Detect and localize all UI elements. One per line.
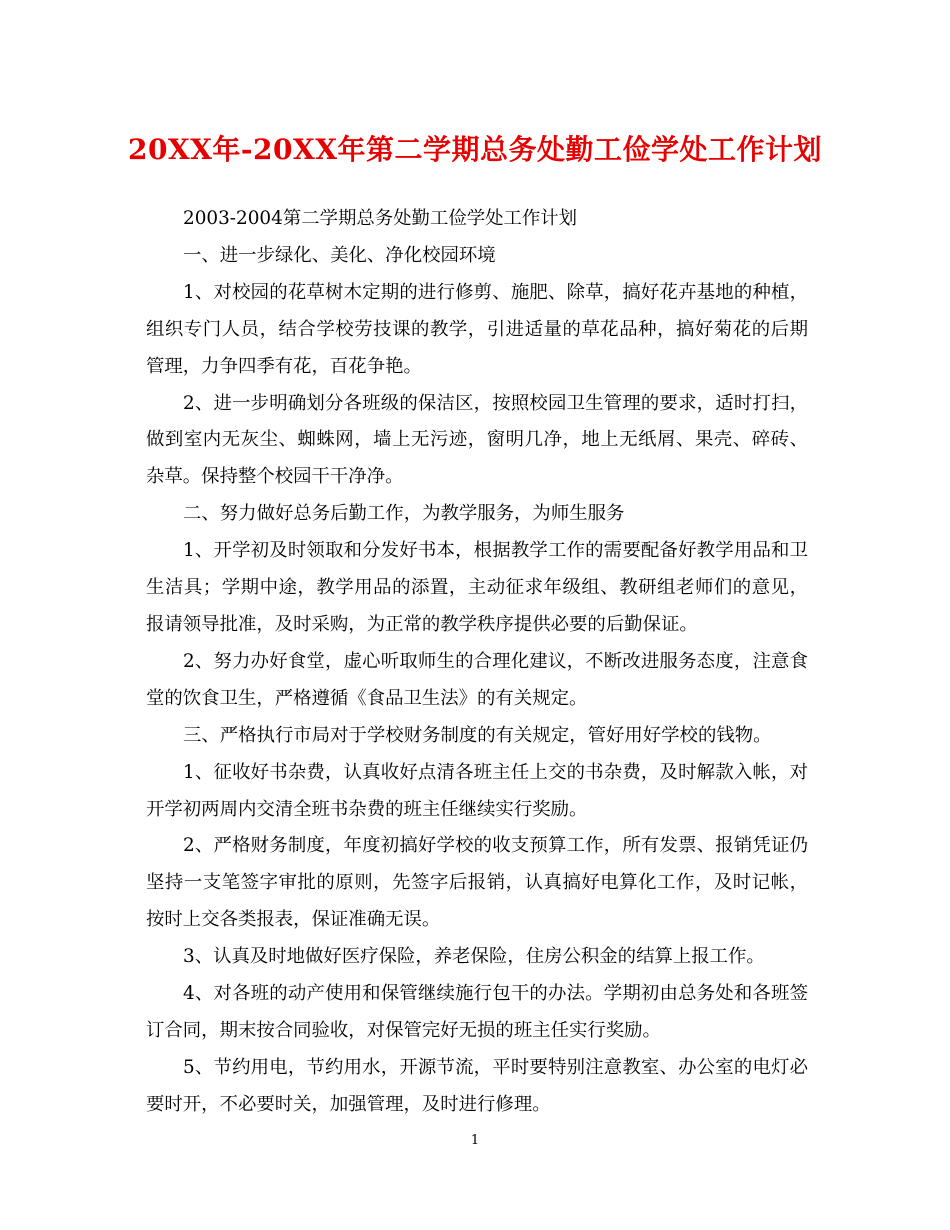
- paragraph: 1、对校园的花草树木定期的进行修剪、施肥、除草，搞好花卉基地的种植，组织专门人员，结合学校劳技课的教学，引进适量的草花品种，搞好菊花的后期管理，力争四季有花，百花争艳。: [146, 281, 808, 377]
- paragraph: 4、对各班的动产使用和保管继续施行包干的办法。学期初由总务处和各班签订合同，期末按合同验收，对保管完好无损的班主任实行奖励。: [146, 983, 808, 1041]
- page-number: 1: [470, 1133, 480, 1148]
- paragraph: 2003-2004第二学期总务处勤工俭学处工作计划: [183, 208, 578, 229]
- section-heading: 一、进一步绿化、美化、净化校园环境: [183, 244, 496, 266]
- document-title: 20XX年-20XX年第二学期总务处勤工俭学处工作计划: [128, 133, 822, 166]
- paragraph: 2、进一步明确划分各班级的保洁区，按照校园卫生管理的要求，适时打扫，做到室内无灰尘、蜘蛛网，墙上无污迹，窗明几净，地上无纸屑、果壳、碎砖、杂草。保持整个校园干干净净。: [146, 392, 808, 488]
- paragraph: 5、节约用电，节约用水，开源节流，平时要特别注意教室、办公室的电灯必要时开，不必要时关，加强管理，及时进行修理。: [146, 1056, 808, 1115]
- section-heading: 二、努力做好总务后勤工作，为教学服务，为师生服务: [183, 503, 625, 525]
- paragraph: 3、认真及时地做好医疗保险，养老保险，住房公积金的结算上报工作。: [183, 946, 765, 968]
- paragraph: 2、努力办好食堂，虚心听取师生的合理化建议，不断改进服务态度，注意食堂的饮食卫生，严格遵循《食品卫生法》的有关规定。: [146, 650, 808, 709]
- section-heading: 三、严格执行市局对于学校财务制度的有关规定，管好用好学校的钱物。: [183, 724, 772, 746]
- paragraph: 1、征收好书杂费，认真收好点清各班主任上交的书杂费，及时解款入帐，对开学初两周内交清全班书杂费的班主任继续实行奖励。: [146, 761, 808, 820]
- paragraph: 2、严格财务制度，年度初搞好学校的收支预算工作，所有发票、报销凭证仍坚持一支笔签字审批的原则，先签字后报销，认真搞好电算化工作，及时记帐，按时上交各类报表，保证准确无误。: [146, 835, 808, 931]
- document-body: [146, 201, 808, 1124]
- paragraph: 1、开学初及时领取和分发好书本，根据教学工作的需要配备好教学用品和卫生洁具；学期中途，教学用品的添置，主动征求年级组、教研组老师们的意见，报请领导批准，及时采购，为正常的教学秩序提供必要的后勤保证。: [146, 540, 808, 635]
